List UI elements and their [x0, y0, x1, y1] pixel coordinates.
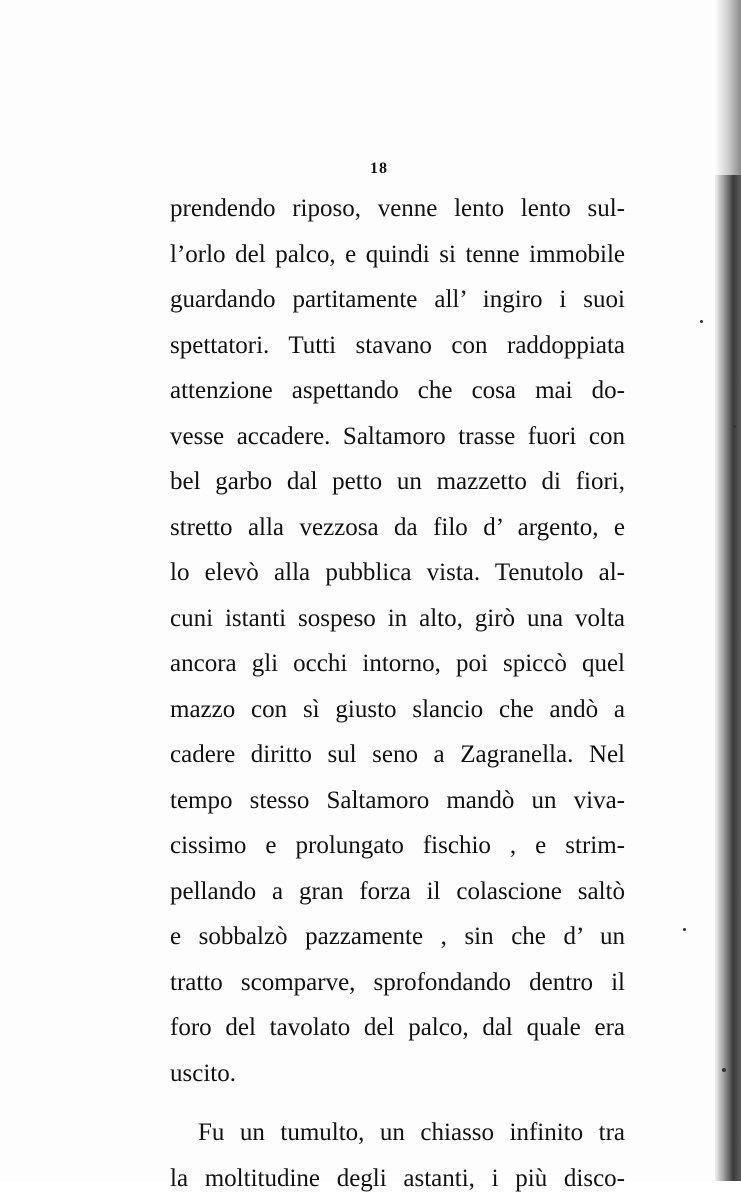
ink-speck	[700, 320, 703, 323]
text-line: la moltitudine degli astanti, i più disco-	[170, 1156, 625, 1201]
text-line: ancora gli occhi intorno, poi spiccò quel	[170, 641, 625, 687]
text-line: vesse accadere. Saltamoro trasse fuori con	[170, 414, 625, 460]
text-line: l’orlo del palco, e quindi si tenne immobile	[170, 232, 625, 278]
text-line: pellando a gran forza il colascione saltò	[170, 869, 625, 915]
text-line: e sobbalzò pazzamente , sin che d’ un	[170, 914, 625, 960]
text-line: tratto scomparve, sprofondando dentro il	[170, 960, 625, 1006]
ink-speck	[683, 928, 686, 931]
text-line: bel garbo dal petto un mazzetto di fiori,	[170, 459, 625, 505]
text-line: prendendo riposo, venne lento lento sul-	[170, 186, 625, 232]
page-binding-edge	[715, 0, 741, 1181]
ink-speck	[733, 425, 736, 428]
text-line: cadere diritto sul seno a Zagranella. Nel	[170, 732, 625, 778]
text-line: spettatori. Tutti stavano con raddoppiata	[170, 323, 625, 369]
text-line: attenzione aspettando che cosa mai do-	[170, 368, 625, 414]
text-line: mazzo con sì giusto slancio che andò a	[170, 687, 625, 733]
text-line: cissimo e prolungato fischio , e strim-	[170, 823, 625, 869]
text-line: cuni istanti sospeso in alto, girò una volta	[170, 596, 625, 642]
page-number: 18	[370, 160, 410, 178]
text-line: guardando partitamente all’ ingiro i suoi	[170, 277, 625, 323]
body-text	[170, 186, 625, 1201]
text-line: stretto alla vezzosa da filo d’ argento, e	[170, 505, 625, 551]
paragraph-gap	[170, 1096, 625, 1110]
page-binding-edge-highlight	[715, 0, 741, 175]
text-line: tempo stesso Saltamoro mandò un viva-	[170, 778, 625, 824]
paragraph-1	[170, 186, 625, 1096]
paragraph-2	[170, 1110, 625, 1201]
text-line: foro del tavolato del palco, dal quale era	[170, 1005, 625, 1051]
text-line: Fu un tumulto, un chiasso infinito tra	[170, 1110, 625, 1156]
ink-speck	[722, 1068, 726, 1072]
text-line: uscito.	[170, 1051, 625, 1097]
text-line: lo elevò alla pubblica vista. Tenutolo al-	[170, 550, 625, 596]
